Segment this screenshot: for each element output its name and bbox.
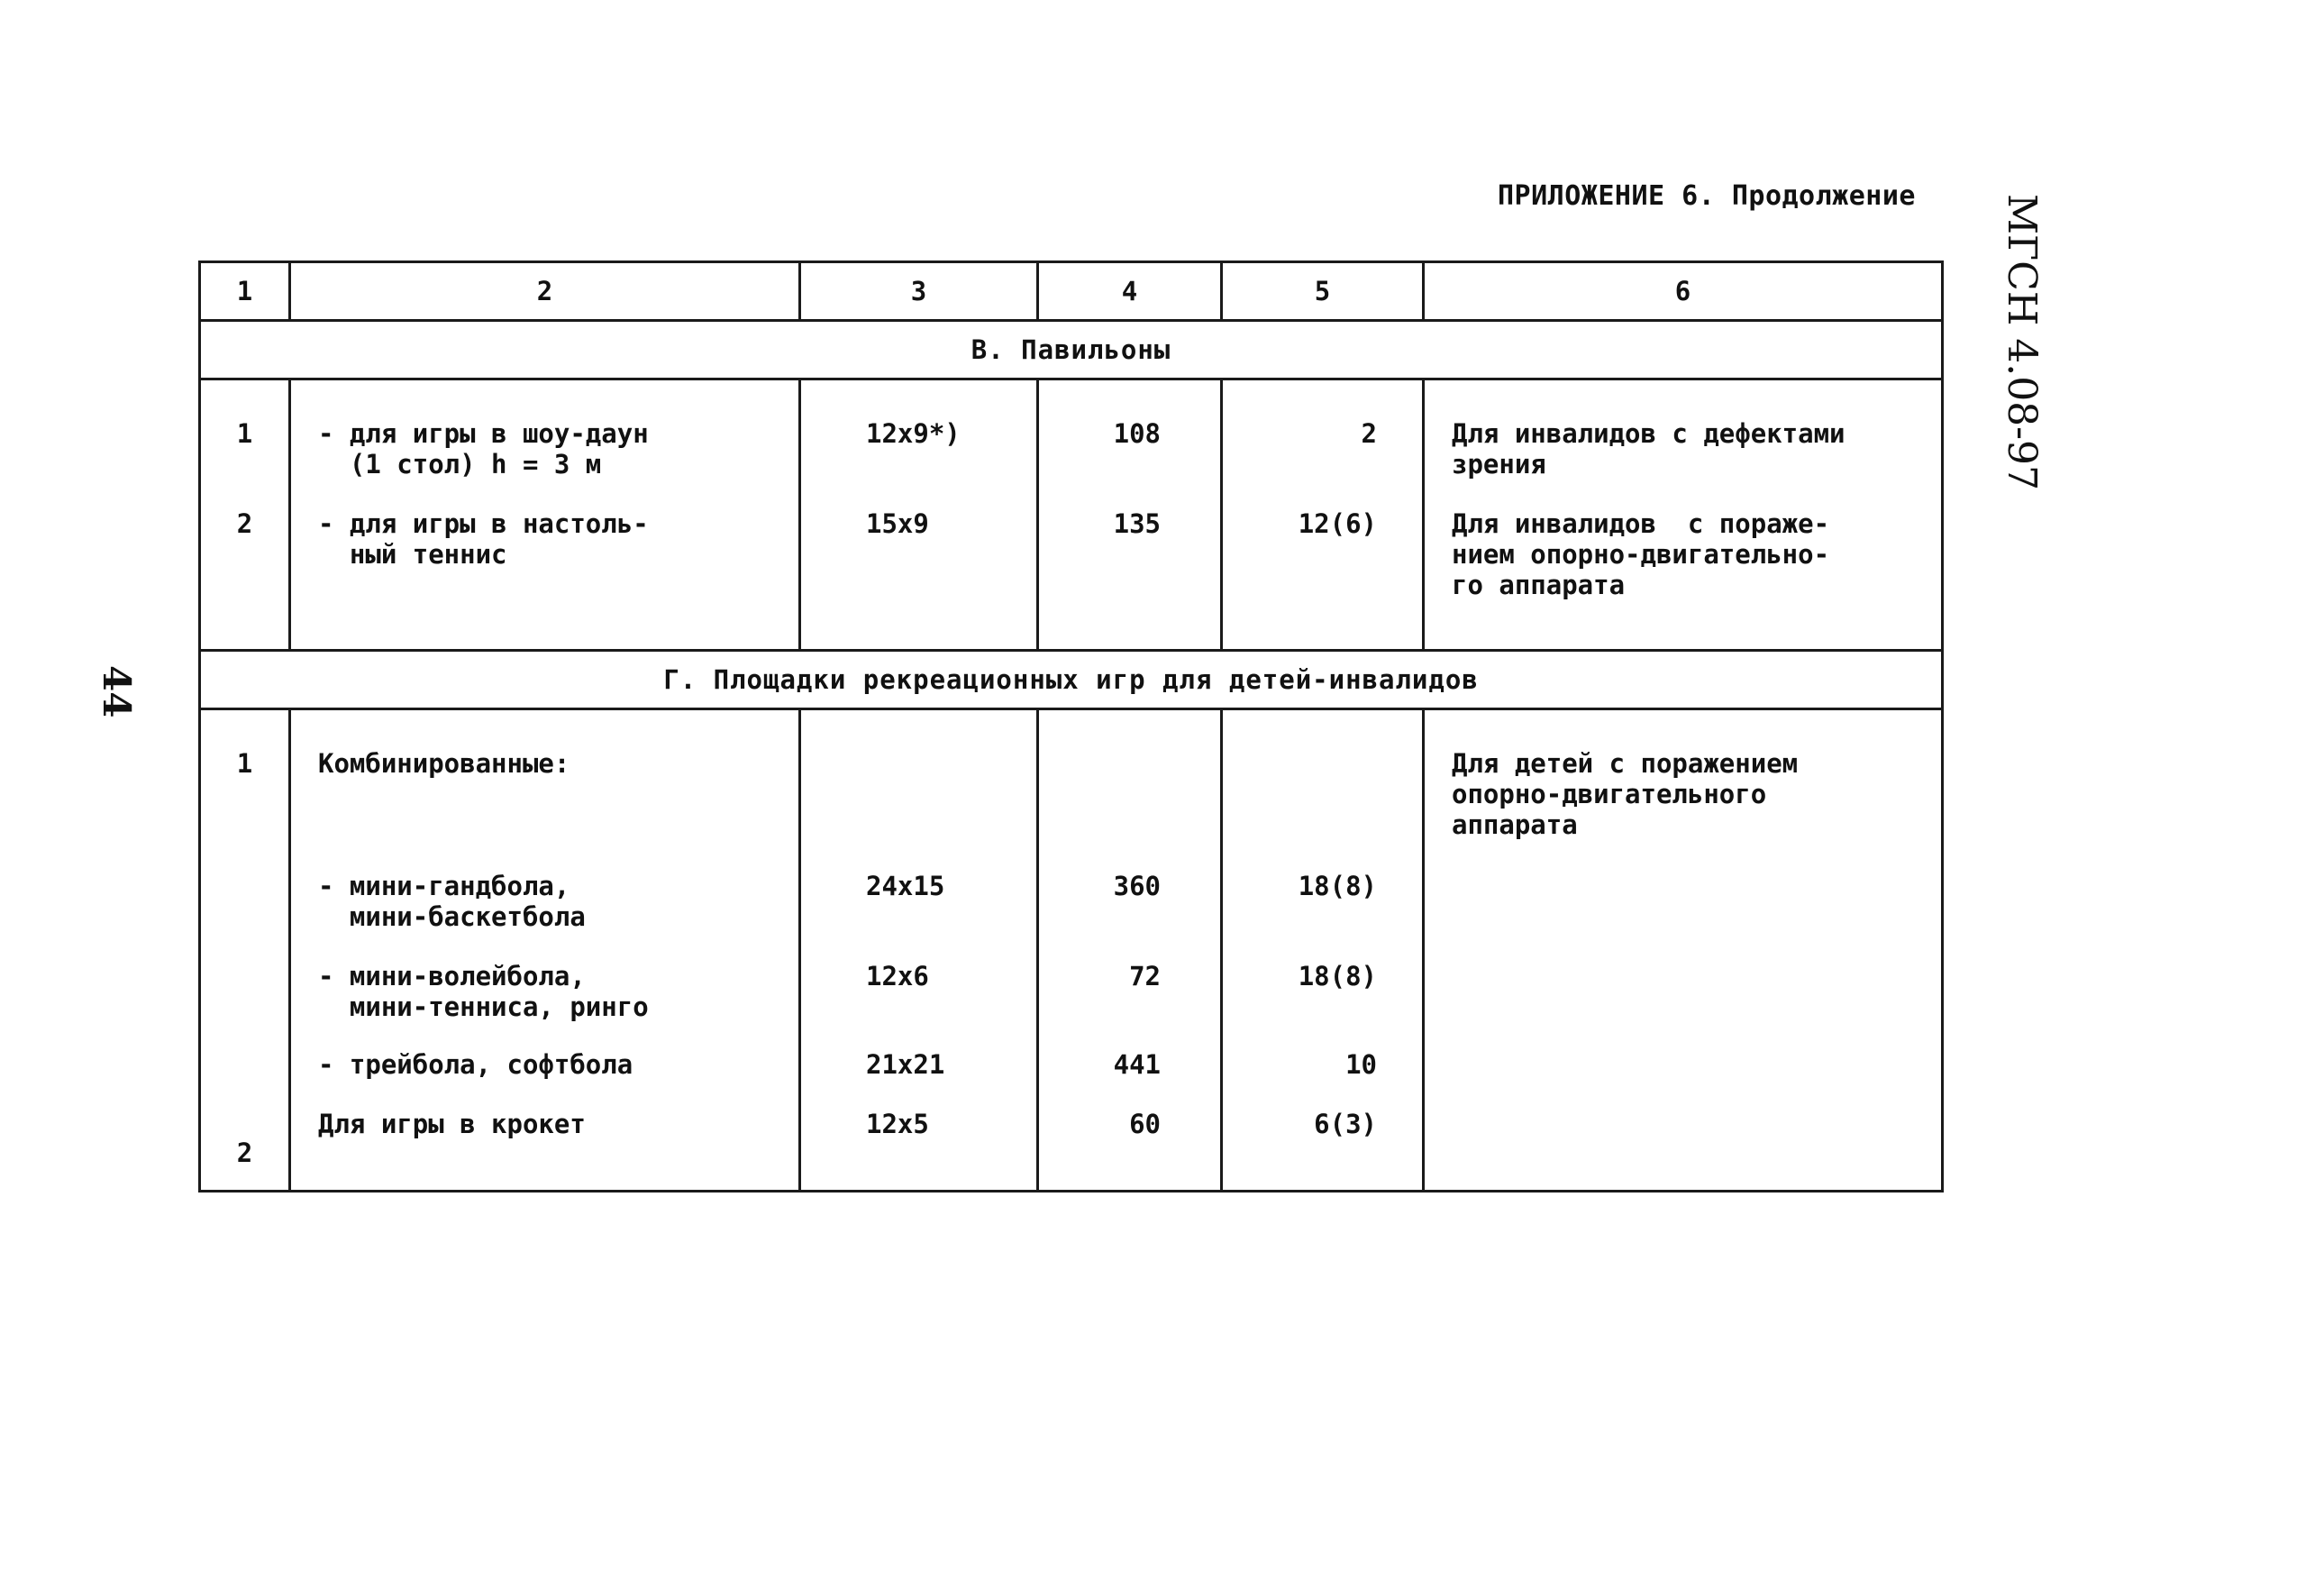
- section-body-recreation: [200, 709, 1943, 1192]
- cell-note: [1424, 709, 1943, 1192]
- facility-name: - мини-волейбола, мини-тенниса, ринго: [318, 961, 649, 1022]
- facility-capacity: 2: [1361, 418, 1377, 449]
- facility-area: 135: [1113, 508, 1161, 539]
- row-number: 1: [236, 748, 253, 779]
- facility-capacity: 10: [1345, 1049, 1377, 1080]
- facility-note: Для детей с поражением опорно-двигательного аппарата: [1452, 748, 1799, 840]
- cell-name: [290, 709, 800, 1192]
- cell-capacity: [1222, 709, 1424, 1192]
- column-number-row: [200, 262, 1943, 321]
- facility-area: 441: [1113, 1049, 1161, 1080]
- cell-area: [1038, 709, 1222, 1192]
- section-heading-row: [200, 321, 1943, 379]
- facility-capacity: 12(6): [1298, 508, 1377, 539]
- cell-number: [200, 709, 290, 1192]
- facility-name: - для игры в настоль- ный теннис: [318, 508, 649, 570]
- facility-name: - для игры в шоу-даун (1 стол) h = 3 м: [318, 418, 649, 480]
- appendix-caption: ПРИЛОЖЕНИЕ 6. Продолжение: [1497, 180, 1916, 212]
- facility-capacity: 18(8): [1298, 871, 1377, 901]
- column-header-6: 6: [1424, 262, 1943, 321]
- facility-note: Для инвалидов с пораже- нием опорно-двигательно- го аппарата: [1452, 508, 1830, 600]
- facility-name: - трейбола, софтбола: [318, 1049, 633, 1080]
- cell-size: [800, 379, 1038, 651]
- column-header-5: 5: [1222, 262, 1424, 321]
- facility-area: 360: [1113, 871, 1161, 901]
- column-header-3: 3: [800, 262, 1038, 321]
- facility-capacity: 18(8): [1298, 961, 1377, 991]
- facility-capacity: 6(3): [1314, 1109, 1377, 1139]
- specification-table: [198, 260, 1944, 1192]
- section-body-pavilions: [200, 379, 1943, 651]
- cell-size: [800, 709, 1038, 1192]
- facility-name: Комбинированные:: [318, 748, 570, 779]
- document-code: МГСН 4.08-97: [1999, 194, 2045, 491]
- cell-area: [1038, 379, 1222, 651]
- cell-note: [1424, 379, 1943, 651]
- facility-name: - мини-гандбола, мини-баскетбола: [318, 871, 586, 932]
- facility-size: 12х5: [866, 1109, 929, 1139]
- section-title-pavilions: В. Павильоны: [200, 321, 1943, 379]
- facility-size: 15х9: [866, 508, 929, 539]
- section-heading-row: [200, 651, 1943, 709]
- row-number: 2: [236, 1138, 253, 1168]
- column-header-1: 1: [200, 262, 290, 321]
- cell-capacity: [1222, 379, 1424, 651]
- facility-size: 21х21: [866, 1049, 945, 1080]
- cell-name: [290, 379, 800, 651]
- column-header-2: 2: [290, 262, 800, 321]
- facility-area: 60: [1129, 1109, 1161, 1139]
- facility-area: 72: [1129, 961, 1161, 991]
- cell-number: [200, 379, 290, 651]
- page-number: 44: [95, 665, 139, 718]
- section-title-recreation: Г. Площадки рекреационных игр для детей-инвалидов: [200, 651, 1943, 709]
- facility-size: 12х9*): [866, 418, 961, 449]
- column-header-4: 4: [1038, 262, 1222, 321]
- facility-size: 12х6: [866, 961, 929, 991]
- facility-size: 24х15: [866, 871, 945, 901]
- facility-note: Для инвалидов с дефектами зрения: [1452, 418, 1846, 480]
- facility-name: Для игры в крокет: [318, 1109, 586, 1139]
- row-number: 1: [236, 418, 253, 449]
- row-number: 2: [236, 508, 253, 539]
- facility-area: 108: [1113, 418, 1161, 449]
